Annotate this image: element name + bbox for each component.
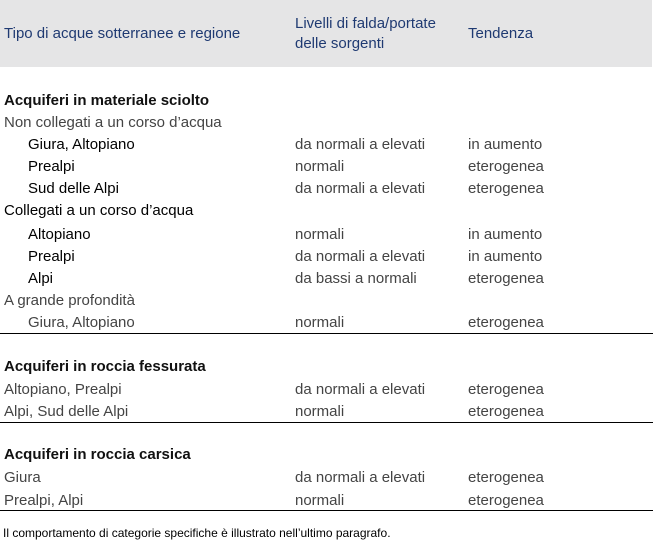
section-divider	[0, 422, 653, 423]
footnote: Il comportamento di categorie specifiche è illustrato nell’ultimo paragrafo.	[3, 526, 391, 540]
row-region: Sud delle Alpi	[28, 180, 119, 197]
column-header-levels-line1: Livelli di falda/portate	[295, 15, 436, 32]
row-level: da bassi a normali	[295, 270, 417, 287]
column-header-levels-line2: delle sorgenti	[295, 35, 385, 52]
row-level: da normali a elevati	[295, 381, 426, 398]
row-trend: eterogenea	[468, 314, 544, 331]
section-title-roccia-carsica: Acquiferi in roccia carsica	[4, 446, 191, 463]
row-region: Giura	[4, 469, 41, 486]
row-level: normali	[295, 158, 345, 175]
row-trend: in aumento	[468, 226, 543, 243]
row-trend: eterogenea	[468, 381, 544, 398]
row-region: Prealpi, Alpi	[4, 492, 84, 509]
table-bottom-rule	[0, 510, 653, 511]
row-trend: eterogenea	[468, 492, 544, 509]
row-trend: eterogenea	[468, 158, 544, 175]
row-level: normali	[295, 226, 345, 243]
row-trend: eterogenea	[468, 403, 544, 420]
row-level: da normali a elevati	[295, 136, 426, 153]
section-divider	[0, 333, 653, 334]
row-level: normali	[295, 403, 345, 420]
row-region: Alpi, Sud delle Alpi	[4, 403, 129, 420]
row-level: normali	[295, 492, 345, 509]
row-region: Giura, Altopiano	[28, 136, 135, 153]
row-region: Alpi	[28, 270, 54, 287]
section-title-roccia-fessurata: Acquiferi in roccia fessurata	[4, 358, 206, 375]
row-region: Prealpi	[28, 248, 75, 265]
row-trend: in aumento	[468, 248, 543, 265]
row-trend: eterogenea	[468, 180, 544, 197]
row-level: da normali a elevati	[295, 248, 426, 265]
column-header-region: Tipo di acque sotterranee e regione	[4, 25, 241, 42]
row-trend: eterogenea	[468, 270, 544, 287]
row-region: Altopiano	[28, 226, 91, 243]
row-region: Giura, Altopiano	[28, 314, 135, 331]
column-header-trend: Tendenza	[468, 25, 534, 42]
section-title-materiale-sciolto: Acquiferi in materiale sciolto	[4, 92, 210, 109]
row-level: normali	[295, 314, 345, 331]
table-header	[0, 0, 652, 67]
row-region: Altopiano, Prealpi	[4, 381, 122, 398]
row-level: da normali a elevati	[295, 469, 426, 486]
row-level: da normali a elevati	[295, 180, 426, 197]
group-title-collegati: Collegati a un corso d’acqua	[4, 202, 194, 219]
row-trend: eterogenea	[468, 469, 544, 486]
group-title-non-collegati: Non collegati a un corso d’acqua	[4, 114, 222, 131]
row-trend: in aumento	[468, 136, 543, 153]
row-region: Prealpi	[28, 158, 75, 175]
column-header-levels	[295, 14, 436, 54]
group-title-grande-profondita: A grande profondità	[4, 292, 135, 309]
